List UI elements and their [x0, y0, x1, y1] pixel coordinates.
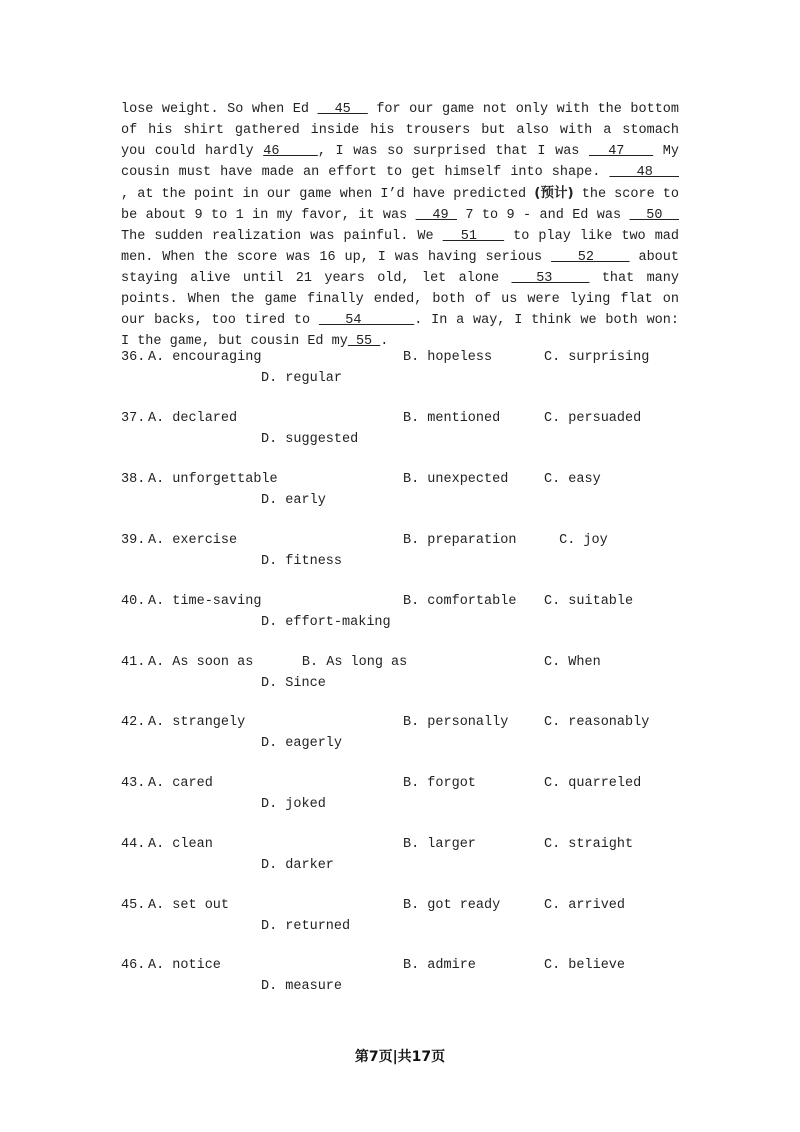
- passage-text: that many points. When the game finally ended, both of us were lying flat on our backs, too tired to: [121, 271, 679, 328]
- option-d: D. joked: [261, 797, 326, 812]
- option-a-and-b: A. As soon as B. As long as: [148, 655, 408, 670]
- option-c: C. quarreled: [544, 776, 642, 791]
- blank-49: 49: [415, 208, 458, 223]
- blank-48: 48: [609, 165, 679, 180]
- question-number: 41.: [121, 655, 146, 670]
- passage-text: .: [380, 334, 389, 349]
- option-a: A. declared: [148, 411, 238, 426]
- blank-54: 54: [318, 313, 415, 328]
- passage-text: lose weight. So when Ed: [121, 102, 318, 117]
- option-c: C. reasonably: [544, 715, 650, 730]
- passage-text: 7 to 9 - and Ed was: [457, 208, 630, 223]
- blank-55: 55: [347, 334, 381, 349]
- passage-text: . In a way, I think we both won: I the game, but cousin Ed my: [121, 313, 679, 349]
- option-d: D. fitness: [261, 554, 343, 569]
- question-number: 42.: [121, 715, 146, 730]
- option-c: C. easy: [544, 472, 601, 487]
- chinese-gloss: (预计): [534, 185, 574, 201]
- option-b: B. unexpected: [403, 472, 509, 487]
- option-d: D. Since: [261, 676, 326, 691]
- blank-45: 45: [317, 102, 368, 117]
- option-a: A. cared: [148, 776, 213, 791]
- option-d: D. darker: [261, 858, 334, 873]
- question-42: [121, 715, 681, 759]
- option-d: D. measure: [261, 979, 343, 994]
- option-d: D. returned: [261, 919, 351, 934]
- question-number: 46.: [121, 958, 146, 973]
- option-a: A. clean: [148, 837, 213, 852]
- option-b: B. preparation: [403, 533, 517, 548]
- question-45: [121, 898, 681, 942]
- question-39: [121, 533, 681, 577]
- option-a: A. set out: [148, 898, 230, 913]
- question-number: 38.: [121, 472, 146, 487]
- option-d: D. regular: [261, 371, 343, 386]
- option-d: D. effort-making: [261, 615, 391, 630]
- option-b: B. hopeless: [403, 350, 493, 365]
- question-number: 45.: [121, 898, 146, 913]
- option-c: C. arrived: [544, 898, 626, 913]
- cloze-passage: [121, 99, 679, 352]
- question-number: 44.: [121, 837, 146, 852]
- question-number: 43.: [121, 776, 146, 791]
- passage-text: for our game not only with the bottom of his shirt gathered inside his trousers but also with a stomach you could hardly: [121, 102, 680, 159]
- question-37: [121, 411, 681, 455]
- question-43: [121, 776, 681, 820]
- option-b: B. admire: [403, 958, 476, 973]
- passage-text: My cousin must have made an effort to get himself into shape.: [121, 144, 680, 180]
- option-c: C. joy: [551, 533, 608, 548]
- question-38: [121, 472, 681, 516]
- passage-text: about staying alive until 21 years old, let alone: [121, 250, 679, 286]
- page-number-footer: 第7页|共17页: [354, 1049, 446, 1065]
- blank-52: 52: [551, 250, 630, 265]
- question-36: [121, 350, 681, 394]
- question-41: [121, 655, 681, 699]
- passage-text: the score to be about 9 to 1 in my favor, it was: [121, 187, 680, 223]
- option-c: C. believe: [544, 958, 626, 973]
- passage-text: , at the point in our game when I’d have predicted: [121, 187, 535, 202]
- question-number: 39.: [121, 533, 146, 548]
- option-b: B. comfortable: [403, 594, 517, 609]
- option-a: A. encouraging: [148, 350, 262, 365]
- question-number: 37.: [121, 411, 146, 426]
- option-d: D. suggested: [261, 432, 359, 447]
- option-b: B. got ready: [403, 898, 501, 913]
- passage-text: The sudden realization was painful. We: [121, 229, 443, 244]
- question-number: 40.: [121, 594, 146, 609]
- option-a: A. unforgettable: [148, 472, 278, 487]
- option-a: A. notice: [148, 958, 221, 973]
- option-d: D. eagerly: [261, 736, 343, 751]
- question-40: [121, 594, 681, 638]
- option-c: C. suitable: [544, 594, 634, 609]
- question-44: [121, 837, 681, 881]
- question-number: 36.: [121, 350, 146, 365]
- question-46: [121, 958, 681, 1002]
- option-b: B. mentioned: [403, 411, 501, 426]
- blank-46: 46: [263, 144, 318, 159]
- option-c: C. persuaded: [544, 411, 642, 426]
- option-b: B. personally: [403, 715, 509, 730]
- option-a: A. exercise: [148, 533, 238, 548]
- blank-47: 47: [589, 144, 654, 159]
- option-a: A. strangely: [148, 715, 246, 730]
- passage-text: to play like two mad men. When the score was 16 up, I was having serious: [121, 229, 679, 265]
- passage-text: , I was so surprised that I was: [317, 144, 590, 159]
- blank-51: 51: [442, 229, 505, 244]
- blank-53: 53: [511, 271, 590, 286]
- blank-50: 50: [629, 208, 680, 223]
- option-c: C. straight: [544, 837, 634, 852]
- option-d: D. early: [261, 493, 326, 508]
- option-a: A. time-saving: [148, 594, 262, 609]
- option-b: B. larger: [403, 837, 476, 852]
- option-b: B. forgot: [403, 776, 476, 791]
- option-c: C. surprising: [544, 350, 650, 365]
- option-c: C. When: [544, 655, 601, 670]
